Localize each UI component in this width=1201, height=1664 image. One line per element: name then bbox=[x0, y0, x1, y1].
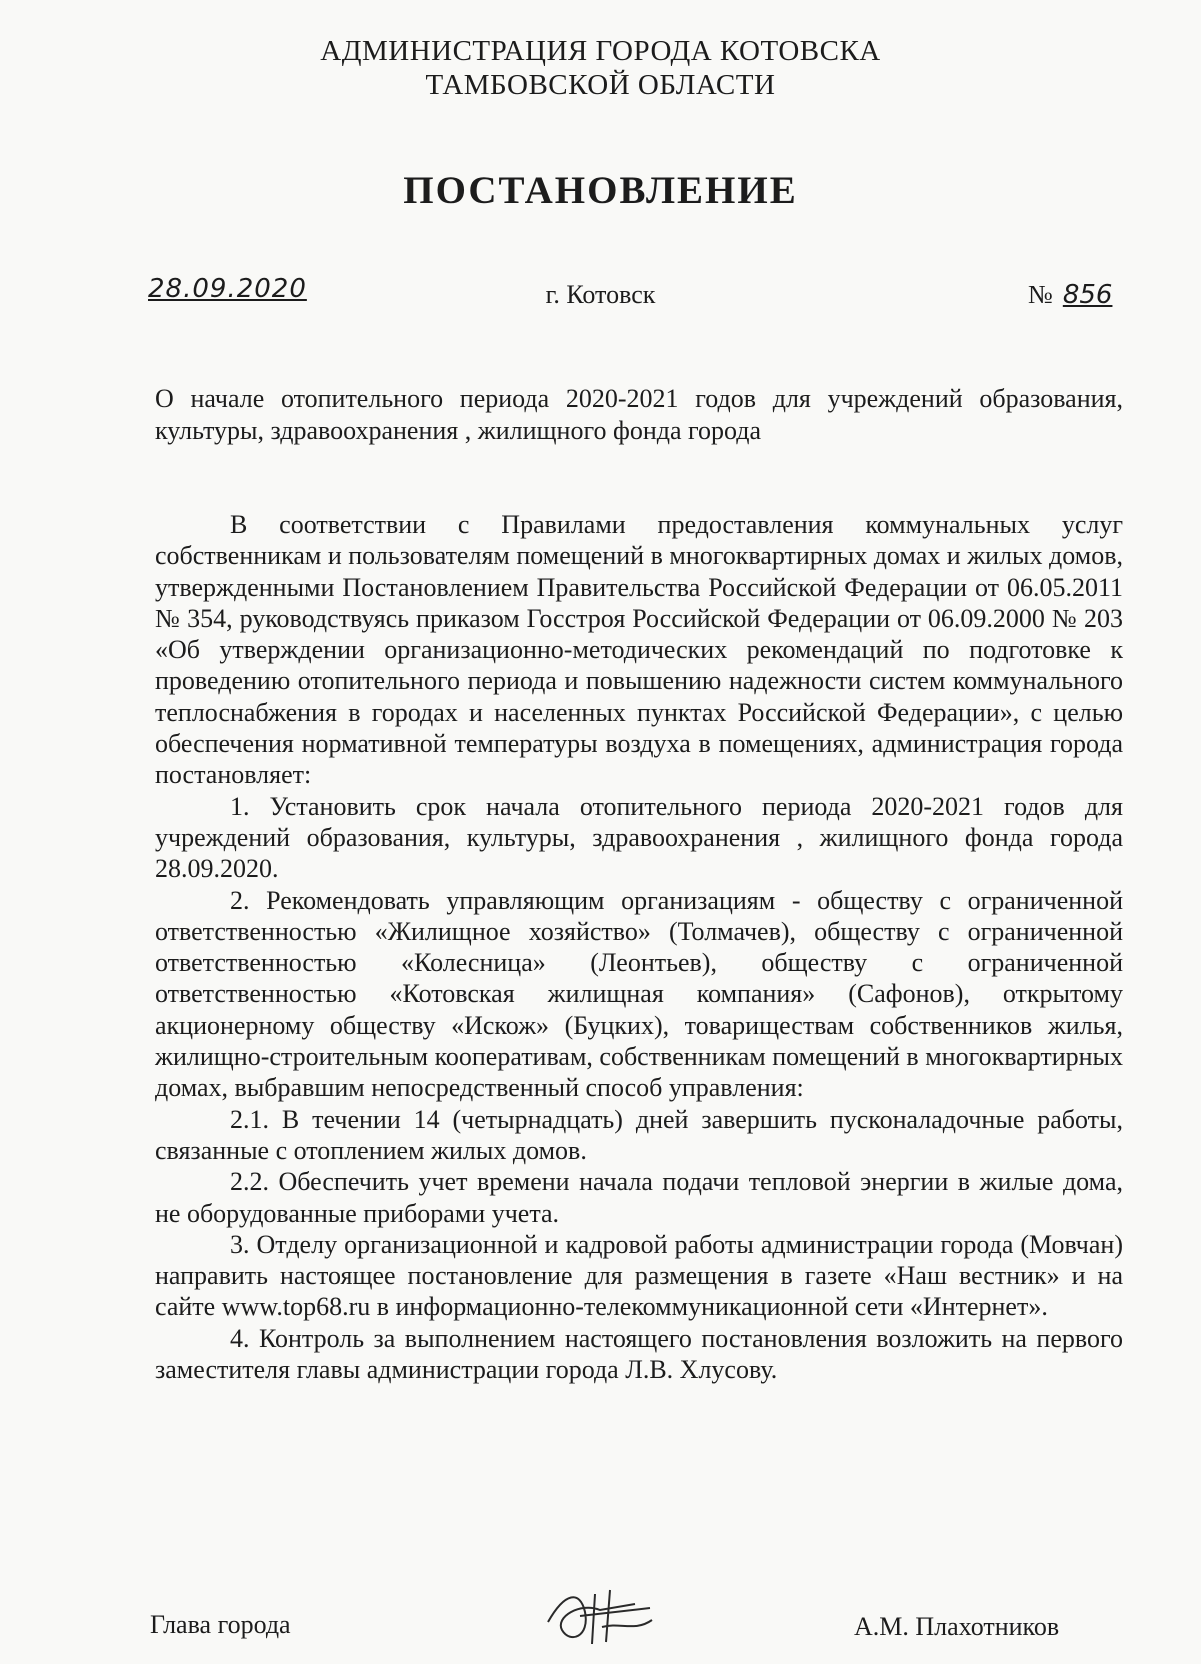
paragraph-item-3: 3. Отделу организационной и кадровой работы администрации города (Мовчан) направить настоящее постановление для размещения в газете «Наш вестник» и на сайте www.top68.ru в информационно-телекоммуникационной сети «Интернет». bbox=[155, 1229, 1123, 1322]
document-subject: О начале отопительного периода 2020-2021 годов для учреждений образования, культуры, здравоохранения , жилищного фонда города bbox=[155, 384, 1123, 445]
signatory-title: Глава города bbox=[150, 1610, 291, 1639]
paragraph-item-1: 1. Установить срок начала отопительного периода 2020-2021 годов для учреждений образования, культуры, здравоохранения , жилищного фонда города 28.09.2020. bbox=[155, 791, 1123, 884]
paragraph-item-2-1: 2.1. В течении 14 (четырнадцать) дней завершить пусконаладочные работы, связанные с отоплением жилых домов. bbox=[155, 1104, 1123, 1165]
document-meta-row bbox=[0, 274, 1201, 320]
paragraph-preamble: В соответствии с Правилами предоставления коммунальных услуг собственникам и пользователям помещений в многоквартирных домах и жилых домов, утвержденными Постановлением Правительства Российской Федерации от 06.05.2011 № 354, руководствуясь приказом Госстроя Российской Федерации от 06.09.2000 № 203 «Об утверждении организационно-методических рекомендаций по подготовке к проведению отопительного периода и повышению надежности систем коммунального теплоснабжения в городах и населенных пунктах Российской Федерации», с целью обеспечения нормативной температуры воздуха в помещениях, администрация города постановляет: bbox=[155, 510, 1123, 790]
issuer-header bbox=[0, 34, 1201, 102]
paragraph-item-2-2: 2.2. Обеспечить учет времени начала подачи тепловой энергии в жилые дома, не оборудованные приборами учета. bbox=[155, 1167, 1123, 1228]
issuer-line-2: ТАМБОВСКОЙ ОБЛАСТИ bbox=[425, 69, 776, 101]
handwritten-signature bbox=[540, 1582, 660, 1652]
signature-block bbox=[0, 1610, 1201, 1660]
paragraph-item-4: 4. Контроль за выполнением настоящего постановления возложить на первого заместителя главы администрации города Л.В. Хлусову. bbox=[155, 1323, 1123, 1385]
document-type-title: ПОСТАНОВЛЕНИЕ bbox=[403, 169, 798, 212]
document-body bbox=[155, 509, 1123, 1385]
document-city: г. Котовск bbox=[545, 280, 656, 309]
signatory-name: А.М. Плахотников bbox=[854, 1612, 1060, 1641]
document-number bbox=[1028, 280, 1112, 310]
paragraph-item-2: 2. Рекомендовать управляющим организациям - обществу с ограниченной ответственностью «Жилищное хозяйство» (Толмачев), обществу с ограниченной ответственностью «Колесница» (Леонтьев), обществу с ограниченной ответственностью «Котовская жилищная компания» (Сафонов), открытому акционерному обществу «Искож» (Буцких), товариществам собственников жилья, жилищно-строительным кооперативам, собственникам помещений в многоквартирных домах, выбравшим непосредственный способ управления: bbox=[155, 885, 1124, 1103]
issuer-line-1: АДМИНИСТРАЦИЯ ГОРОДА КОТОВСКА bbox=[320, 35, 881, 67]
document-date: 28.09.2020 bbox=[148, 274, 307, 304]
number-value: 856 bbox=[1062, 280, 1113, 310]
number-label: № bbox=[1028, 280, 1053, 309]
